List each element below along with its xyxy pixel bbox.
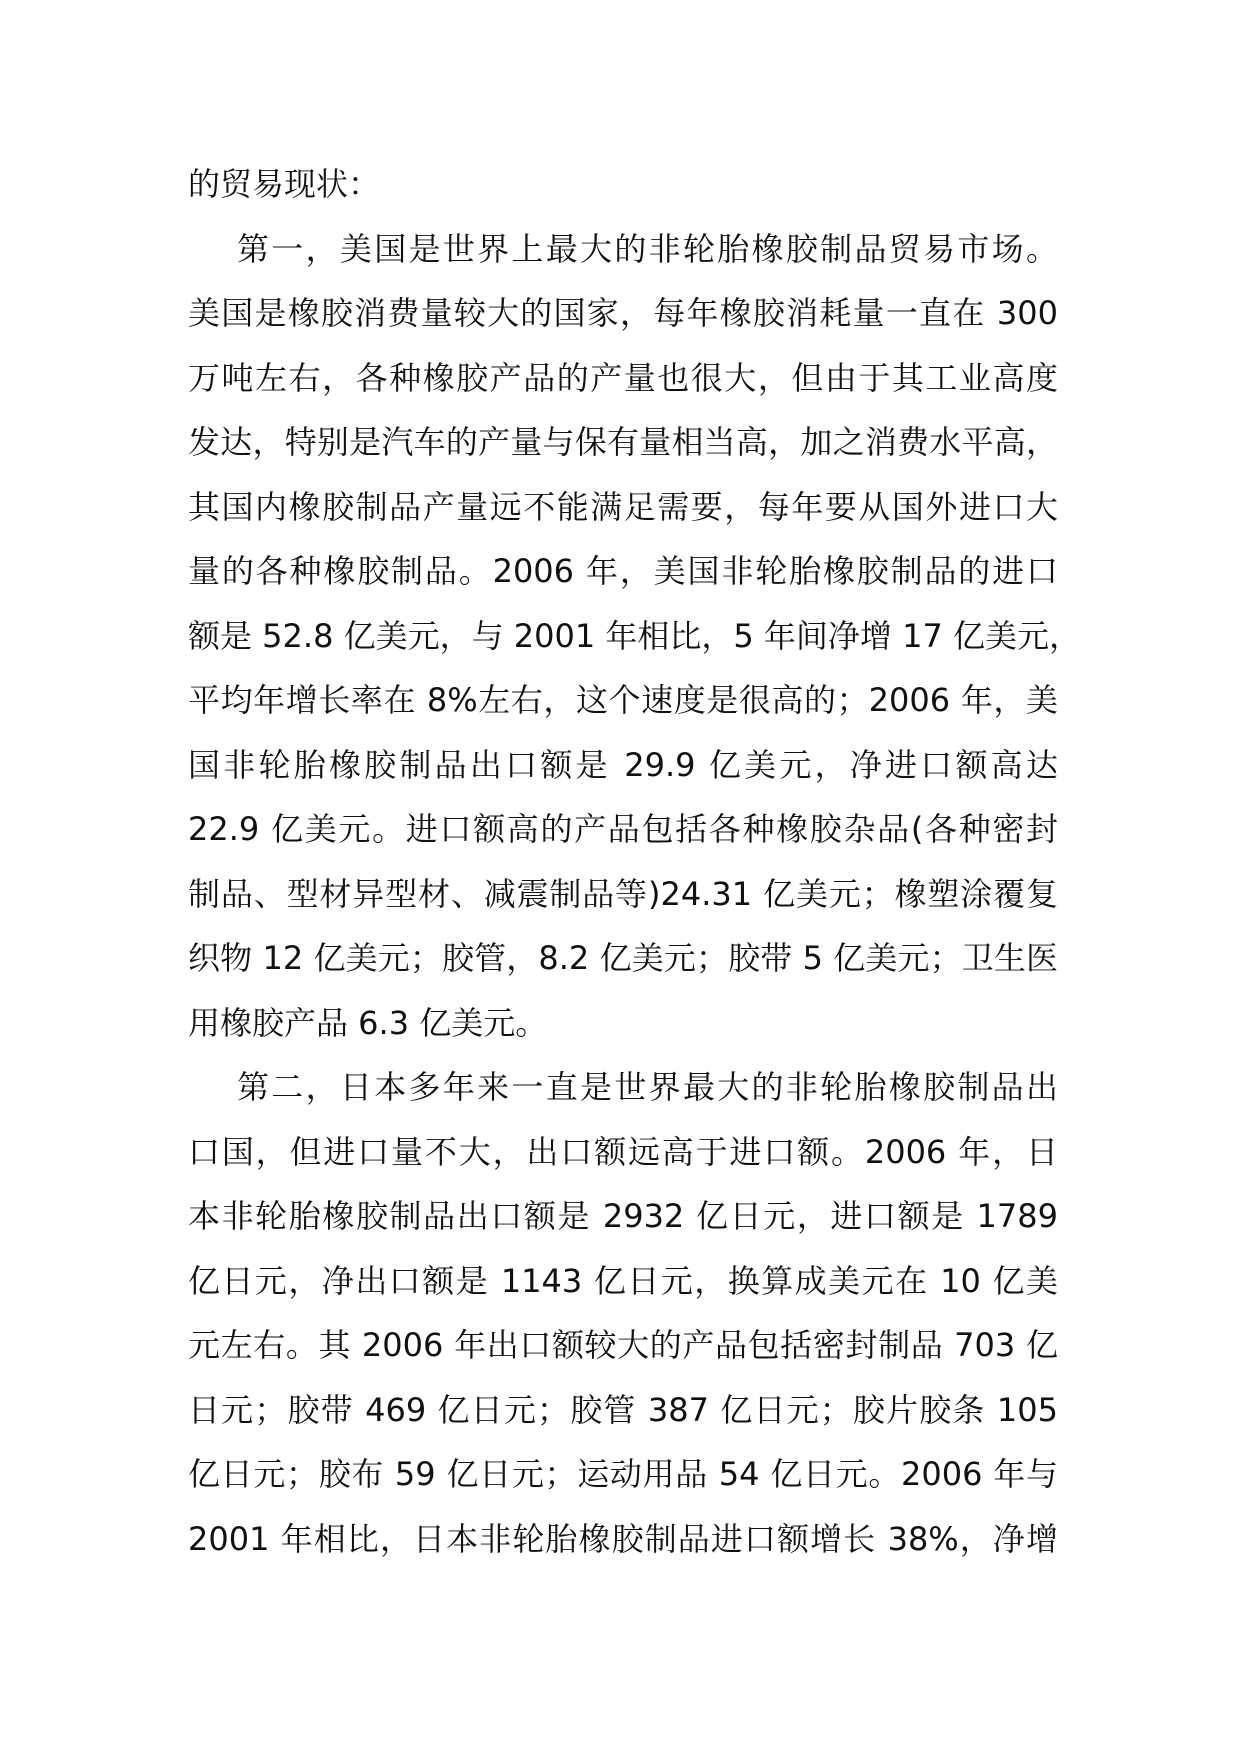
- body-text: [188, 152, 1081, 1571]
- text-line: 亿日元；胶布 59 亿日元；运动用品 54 亿日元。2006 年与: [188, 1455, 1058, 1493]
- text-line: 发达，特别是汽车的产量与保有量相当高，加之消费水平高，: [188, 423, 1058, 461]
- text-line: 日元；胶带 469 亿日元；胶管 387 亿日元；胶片胶条 105: [188, 1390, 1058, 1429]
- text-line: 平均年增长率在 8%左右，这个速度是很高的；2006 年，美: [188, 681, 1058, 719]
- text-line: 织物 12 亿美元；胶管，8.2 亿美元；胶带 5 亿美元；卫生医: [188, 939, 1058, 977]
- text-line: 万吨左右，各种橡胶产品的产量也很大，但由于其工业高度: [188, 358, 1058, 397]
- text-line: 用橡胶产品 6.3 亿美元。: [188, 1003, 548, 1042]
- text-line: 2001 年相比，日本非轮胎橡胶制品进口额增长 38%，净增: [188, 1519, 1058, 1558]
- text-line: 量的各种橡胶制品。2006 年，美国非轮胎橡胶制品的进口: [188, 552, 1058, 590]
- text-line: 其国内橡胶制品产量远不能满足需要，每年要从国外进口大: [188, 487, 1058, 526]
- text-line: 的贸易现状：: [188, 165, 381, 203]
- text-line: 本非轮胎橡胶制品出口额是 2932 亿日元，进口额是 1789: [188, 1197, 1058, 1235]
- text-line: 美国是橡胶消费量较大的国家，每年橡胶消耗量一直在 300: [188, 294, 1058, 332]
- paragraph-first-line: 第二，日本多年来一直是世界最大的非轮胎橡胶制品出: [237, 1068, 1058, 1106]
- text-line: 22.9 亿美元。进口额高的产品包括各种橡胶杂品(各种密封: [188, 810, 1058, 848]
- text-line: 制品、型材异型材、减震制品等)24.31 亿美元；橡塑涂覆复: [188, 874, 1058, 913]
- paragraph-first-line: 第一，美国是世界上最大的非轮胎橡胶制品贸易市场。: [237, 229, 1058, 268]
- text-line: 元左右。其 2006 年出口额较大的产品包括密封制品 703 亿: [188, 1326, 1058, 1364]
- text-line: 口国，但进口量不大，出口额远高于进口额。2006 年，日: [188, 1132, 1058, 1171]
- text-line: 亿日元，净出口额是 1143 亿日元，换算成美元在 10 亿美: [188, 1261, 1058, 1300]
- text-line: 额是 52.8 亿美元，与 2001 年相比，5 年间净增 17 亿美元，: [188, 616, 1081, 655]
- text-line: 国非轮胎橡胶制品出口额是 29.9 亿美元，净进口额高达: [188, 745, 1058, 784]
